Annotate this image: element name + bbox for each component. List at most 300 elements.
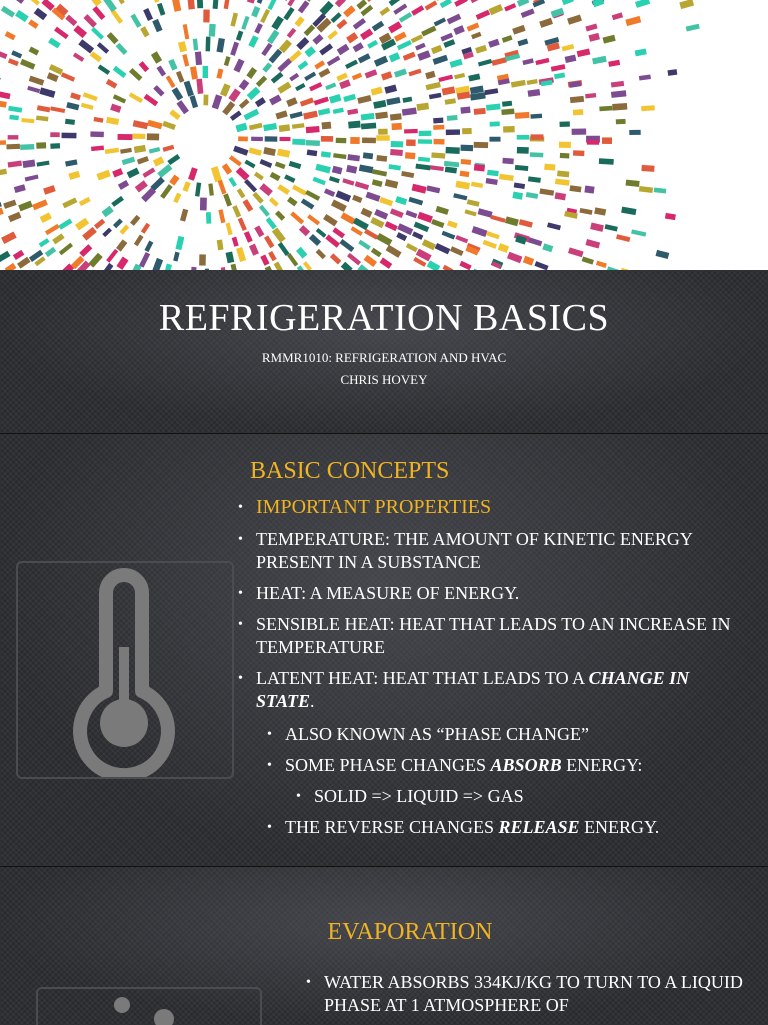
burst-tile [184, 81, 194, 97]
burst-tile [218, 180, 227, 195]
burst-tile [152, 258, 163, 270]
burst-tile [467, 199, 480, 207]
burst-tile [358, 240, 371, 250]
burst-tile [248, 147, 262, 156]
burst-tile [391, 141, 403, 147]
burst-tile [203, 10, 209, 23]
burst-tile [247, 0, 258, 4]
burst-tile [216, 38, 225, 53]
burst-tile [446, 147, 460, 154]
burst-tile [459, 261, 471, 270]
burst-tile [45, 247, 56, 257]
burst-tile [386, 245, 402, 258]
burst-tile [11, 50, 22, 58]
burst-tile [211, 166, 222, 182]
burst-tile [434, 17, 446, 26]
burst-tile [195, 51, 202, 65]
burst-tile [82, 227, 97, 241]
burst-tile [73, 53, 84, 62]
burst-tile [381, 71, 392, 80]
burst-tile [517, 39, 528, 47]
burst-tile [263, 147, 276, 156]
burst-tile [475, 45, 487, 54]
burst-tile [385, 221, 398, 231]
burst-tile [435, 243, 451, 254]
burst-tile [303, 261, 312, 270]
burst-tile [78, 39, 94, 53]
burst-tile [455, 181, 470, 190]
burst-tile [447, 115, 458, 121]
burst-tile [565, 55, 577, 63]
burst-tile [269, 197, 279, 207]
bullet-item [256, 582, 746, 605]
bullet-dot: • [296, 785, 301, 808]
burst-tile [429, 93, 442, 100]
burst-tile [454, 0, 468, 7]
burst-tile [147, 133, 159, 140]
burst-tile [129, 92, 143, 103]
burst-tile [314, 60, 325, 69]
burst-tile [531, 134, 544, 139]
burst-tile [562, 44, 575, 51]
burst-tile [79, 244, 92, 257]
burst-tile [490, 215, 505, 223]
burst-tile [389, 0, 401, 6]
burst-tile [442, 231, 456, 240]
burst-tile [502, 101, 512, 107]
burst-tile [405, 210, 417, 218]
burst-tile [303, 111, 318, 120]
burst-tile [230, 111, 242, 121]
bullet-text: SOLID => LIQUID => GAS [314, 786, 524, 806]
burst-tile [599, 158, 614, 165]
burst-tile [374, 209, 388, 220]
burst-tile [483, 240, 497, 249]
burst-tile [512, 25, 525, 35]
burst-tile [304, 46, 315, 57]
burst-tile [519, 219, 533, 228]
burst-tile [229, 155, 242, 166]
burst-tile [404, 129, 418, 134]
burst-tile [27, 86, 40, 93]
burst-tile [330, 253, 341, 264]
burst-tile [58, 218, 72, 229]
burst-tile [474, 108, 486, 115]
burst-tile [182, 54, 189, 67]
bullet-dot: • [238, 667, 243, 690]
bullet-item [285, 816, 746, 839]
burst-tile [567, 14, 582, 24]
burst-tile [251, 137, 263, 141]
burst-tile [8, 161, 22, 168]
burst-tile [585, 93, 596, 98]
burst-tile [18, 201, 33, 212]
burst-tile [411, 34, 423, 43]
burst-tile [79, 197, 91, 206]
burst-tile [318, 108, 330, 116]
burst-tile [263, 123, 277, 131]
burst-tile [54, 27, 69, 39]
burst-tile [120, 148, 132, 154]
burst-tile [472, 226, 488, 237]
burst-tile [289, 161, 302, 169]
author-name: CHRIS HOVEY [0, 372, 768, 388]
burst-tile [572, 129, 587, 135]
burst-tile [321, 151, 331, 157]
burst-tile [81, 103, 94, 110]
burst-tile [236, 167, 250, 181]
burst-tile [226, 223, 233, 236]
bullet-dot: • [238, 582, 243, 605]
burst-tile [230, 42, 239, 56]
burst-tile [528, 176, 541, 182]
burst-tile [62, 198, 77, 209]
bubbles-icon-frame [36, 987, 262, 1025]
burst-tile [605, 224, 618, 231]
burst-tile [433, 125, 444, 130]
burst-tile [611, 81, 624, 88]
burst-tile [621, 207, 636, 215]
burst-tile [120, 225, 130, 235]
burst-tile [306, 140, 320, 146]
burst-tile [45, 224, 60, 235]
burst-tile [376, 135, 389, 140]
burst-tile [505, 216, 519, 226]
burst-tile [32, 199, 48, 210]
burst-tile [425, 1, 438, 11]
burst-tile [8, 135, 19, 139]
burst-tile [182, 181, 190, 192]
burst-tile [115, 0, 125, 4]
burst-tile [372, 169, 387, 176]
burst-tile [244, 179, 257, 192]
burst-tile [592, 0, 604, 7]
burst-tile [277, 184, 290, 195]
burst-tile [206, 212, 211, 224]
burst-tile [272, 227, 286, 242]
burst-tile [153, 85, 164, 96]
burst-tile [226, 252, 235, 264]
burst-tile [361, 208, 373, 218]
burst-tile [325, 82, 336, 90]
burst-tile [162, 121, 176, 130]
bullet-item [256, 613, 746, 659]
burst-tile [559, 142, 571, 148]
burst-tile [489, 137, 500, 142]
burst-tile [233, 146, 248, 156]
bullet-item [256, 496, 746, 519]
burst-tile [498, 243, 509, 253]
burst-tile [431, 45, 442, 54]
burst-tile [626, 180, 640, 187]
burst-tile [36, 142, 46, 149]
burst-tile [113, 94, 126, 103]
burst-tile [453, 193, 467, 200]
burst-tile [61, 133, 76, 139]
burst-tile [351, 226, 363, 236]
burst-tile [113, 218, 123, 228]
burst-tile [11, 0, 25, 4]
burst-tile [228, 88, 240, 102]
burst-tile [412, 231, 423, 240]
burst-tile [287, 28, 297, 38]
burst-tile [665, 213, 676, 220]
burst-tile [283, 7, 294, 20]
burst-tile [366, 192, 381, 202]
burst-tile [390, 208, 404, 218]
burst-tile [515, 165, 529, 171]
burst-tile [590, 223, 604, 232]
emphasized-text: CHANGE IN STATE [256, 668, 689, 711]
burst-tile [569, 185, 581, 192]
burst-tile [422, 239, 436, 250]
burst-tile [547, 222, 561, 230]
burst-tile [603, 35, 616, 44]
burst-tile [118, 180, 129, 190]
burst-tile [106, 249, 118, 263]
burst-tile [137, 156, 149, 164]
burst-tile [304, 72, 316, 81]
burst-tile [335, 190, 351, 202]
burst-tile [187, 0, 195, 10]
burst-tile [374, 56, 388, 67]
burst-tile [625, 16, 641, 26]
bullet-dot: • [267, 723, 272, 746]
burst-tile [667, 69, 677, 76]
bullet-dot: • [238, 613, 243, 636]
burst-tile [388, 164, 401, 170]
burst-tile [679, 0, 694, 9]
burst-tile [363, 152, 373, 159]
burst-tile [379, 197, 393, 206]
burst-tile [151, 0, 159, 3]
burst-tile [94, 219, 105, 229]
burst-tile [92, 6, 105, 20]
burst-tile [8, 106, 22, 113]
burst-tile [386, 97, 400, 105]
burst-tile [474, 164, 485, 171]
burst-tile [542, 243, 553, 252]
burst-tile [611, 90, 626, 98]
burst-tile [325, 234, 340, 247]
burst-tile [343, 94, 356, 102]
burst-tile [503, 126, 515, 133]
burst-tile [307, 150, 318, 157]
burst-tile [134, 145, 146, 153]
burst-tile [453, 25, 465, 35]
burst-tile [347, 154, 360, 161]
burst-tile [248, 35, 258, 48]
burst-tile [47, 72, 59, 82]
burst-tile [130, 14, 141, 28]
burst-tile [635, 0, 650, 8]
burst-tile [385, 179, 399, 188]
burst-tile [254, 172, 264, 181]
burst-tile [654, 187, 667, 193]
burst-tile [353, 42, 364, 52]
burst-tile [530, 152, 544, 157]
burst-tile [336, 19, 347, 29]
burst-tile [397, 40, 412, 50]
burst-tile [406, 243, 418, 252]
burst-tile [130, 215, 140, 226]
bubbles-icon [38, 989, 260, 1025]
burst-tile [298, 60, 309, 70]
burst-tile [471, 182, 483, 188]
burst-tile [517, 0, 530, 7]
burst-tile [0, 251, 11, 263]
burst-tile [314, 97, 329, 106]
burst-tile [140, 26, 149, 37]
bullet-dot: • [267, 816, 272, 839]
burst-tile [98, 64, 110, 74]
burst-tile [446, 129, 460, 135]
bullet-text: ENERGY: [562, 755, 643, 775]
burst-tile [348, 121, 361, 129]
burst-tile [478, 208, 493, 217]
burst-tile [65, 119, 75, 125]
burst-tile [401, 171, 414, 178]
burst-tile [573, 150, 584, 156]
burst-tile [139, 61, 150, 72]
burst-tile [309, 234, 321, 246]
bullet-text: THE REVERSE CHANGES [285, 817, 499, 837]
burst-tile [415, 164, 430, 171]
burst-tile [371, 248, 382, 258]
burst-tile [66, 102, 79, 110]
burst-tile [259, 183, 273, 196]
burst-tile [380, 258, 393, 269]
burst-tile [395, 196, 407, 205]
burst-tile [319, 43, 333, 55]
burst-tile [237, 188, 246, 198]
burst-tile [430, 165, 444, 171]
burst-tile [9, 115, 19, 120]
burst-tile [143, 8, 153, 21]
bullet-text: SOME PHASE CHANGES [285, 755, 491, 775]
burst-tile [408, 197, 423, 205]
burst-tile [133, 120, 149, 129]
burst-tile [39, 87, 55, 97]
burst-tile [467, 23, 480, 32]
burst-tile [59, 243, 73, 256]
burst-tile [20, 59, 35, 70]
burst-tile [113, 66, 127, 78]
burst-tile [267, 30, 279, 45]
radial-burst-graphic [0, 0, 768, 270]
burst-tile [87, 0, 102, 6]
burst-tile [312, 34, 323, 45]
burst-tile [376, 233, 392, 246]
burst-tile [515, 112, 530, 119]
burst-tile [499, 174, 514, 181]
burst-tile [333, 153, 346, 159]
burst-tile [431, 152, 445, 158]
burst-tile [559, 121, 569, 127]
burst-tile [321, 122, 331, 130]
evaporation-heading: EVAPORATION [0, 919, 768, 946]
burst-tile [3, 200, 16, 209]
burst-tile [224, 0, 230, 9]
burst-tile [522, 58, 533, 65]
burst-tile [1, 6, 15, 18]
burst-tile [379, 7, 390, 16]
burst-tile [320, 1, 334, 15]
burst-tile [447, 220, 458, 228]
bullet-text: . [310, 691, 315, 711]
burst-tile [364, 255, 377, 267]
burst-tile [0, 140, 6, 145]
burst-tile [40, 212, 52, 223]
burst-tile [608, 60, 620, 67]
burst-tile [203, 95, 208, 106]
burst-tile [0, 101, 7, 108]
burst-tile [251, 6, 260, 17]
burst-tile [262, 62, 272, 72]
burst-tile [217, 240, 224, 251]
burst-tile [279, 124, 290, 132]
burst-tile [390, 113, 402, 120]
burst-tile [162, 145, 174, 152]
burst-tile [588, 33, 599, 42]
burst-tile [172, 0, 181, 12]
burst-tile [450, 246, 464, 256]
thermometer-icon [18, 563, 232, 777]
burst-tile [101, 206, 113, 218]
bullet-dot: • [306, 971, 311, 994]
burst-tile [554, 73, 565, 80]
burst-tile [316, 228, 327, 238]
burst-tile [361, 113, 375, 121]
burst-tile [173, 193, 181, 204]
burst-tile [173, 252, 179, 262]
burst-tile [433, 117, 443, 123]
burst-tile [68, 171, 80, 180]
burst-tile [274, 262, 285, 270]
title-slide [0, 270, 768, 433]
burst-tile [461, 159, 472, 165]
burst-tile [585, 24, 597, 32]
burst-tile [371, 87, 383, 96]
burst-tile [502, 35, 513, 43]
burst-tile [329, 176, 340, 183]
burst-tile [440, 0, 452, 8]
bullet-item [314, 785, 746, 808]
burst-tile [292, 139, 305, 145]
burst-tile [551, 64, 566, 71]
burst-tile [343, 5, 355, 17]
burst-tile [372, 21, 385, 32]
emphasized-text: ABSORB [491, 755, 562, 775]
concepts-slide [0, 434, 768, 866]
burst-tile [416, 103, 429, 111]
burst-tile [405, 152, 416, 159]
burst-tile [579, 208, 592, 215]
burst-tile [355, 181, 369, 190]
burst-tile [324, 188, 335, 197]
burst-tile [259, 159, 272, 168]
burst-tile [83, 14, 96, 28]
burst-tile [260, 9, 270, 23]
burst-tile [116, 257, 128, 270]
burst-tile [90, 51, 102, 62]
burst-tile [295, 83, 305, 91]
burst-tile [573, 109, 584, 115]
burst-tile [316, 249, 326, 259]
burst-tile [327, 56, 341, 66]
burst-tile [358, 53, 371, 63]
burst-tile [526, 192, 538, 199]
